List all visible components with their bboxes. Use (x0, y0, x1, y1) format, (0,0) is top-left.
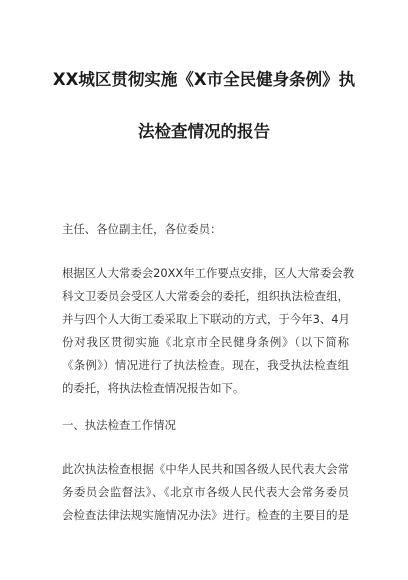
paragraph-1-line-3: 并与四个人大街工委采取上下联动的方式，于今年3、4月 (62, 312, 350, 326)
paragraph-2-line-1: 此次执法检查根据《中华人民共和国各级人民代表大会常 (62, 462, 349, 476)
paragraph-1-line-4: 份对我区贯彻实施《北京市全民健身条例》（以下简称 (62, 335, 349, 349)
paragraph-1-line-6: 的委托，将执法检查情况报告如下。 (62, 381, 245, 395)
document-title-line-1: XX城区贯彻实施《X市全民健身条例》执 (52, 70, 356, 89)
paragraph-2-line-3: 会检查法律法规实施情况办法》进行。检查的主要目的是 (62, 508, 349, 522)
paragraph-1-line-1: 根据区人大常委会20XX年工作要点安排，区人大常委会教 (62, 266, 355, 280)
document-title-line-2: 法检查情况的报告 (138, 122, 270, 141)
paragraph-1-line-5: 《条例》）情况进行了执法检查。现在，我受执法检查组 (62, 358, 349, 372)
salutation: 主任、各位副主任，各位委员： (62, 222, 222, 236)
section-1-heading: 一、执法检查工作情况 (62, 418, 176, 432)
paragraph-1-line-2: 科文卫委员会受区人大常委会的委托，组织执法检查组， (62, 289, 349, 303)
paragraph-2-line-2: 务委员会监督法》、《北京市各级人民代表大会常务委员 (62, 485, 349, 499)
